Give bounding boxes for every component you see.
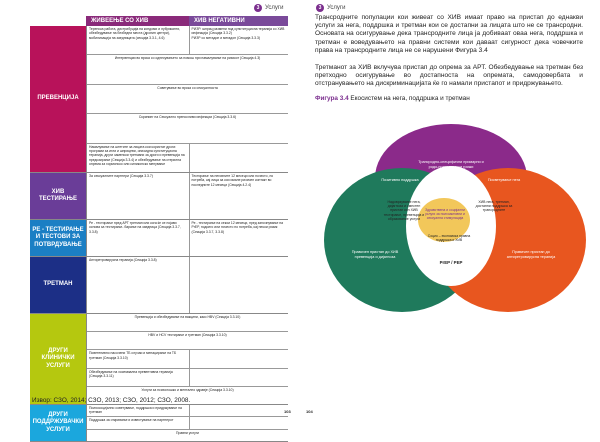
center-label: Здравствена и социјални услуги за психоактивни и сексуална стимулација <box>425 208 465 221</box>
table-row <box>87 430 288 441</box>
left-top-label: Позитивно поддршка <box>381 178 419 182</box>
figure-title: Екосистем на нега, поддршка и третман <box>350 95 470 102</box>
left-page <box>0 0 300 435</box>
table-row <box>87 85 288 114</box>
table-cell: Превенција и обезбедување на вакцини, како HBV (Секција 3.3.10) <box>134 315 241 319</box>
chapter-title: Услуги <box>327 5 346 11</box>
table-cell-right: Ре - тестирање на секои 12 месеци, пред започнување на PrEP, подолго или почесто по потреба, кај некои ризик (Секција 3.3.7, 3.3.8) <box>191 221 284 234</box>
table-row <box>87 417 288 429</box>
bottom-center-label: PrEP / PEP <box>439 260 463 265</box>
table-cell-right <box>190 144 289 172</box>
section-label: РЕ - ТЕСТИРАЊЕ И ТЕСТОВИ ЗА ПОТВРДУВАЊЕ <box>30 220 86 256</box>
section-label: ДРУГИ ПОДДРЖУВАЧКИ УСЛУГИ <box>30 405 86 441</box>
page-number: 104 <box>306 409 313 414</box>
table-row <box>87 55 288 84</box>
right-inner-label: ХИВ нега, третман, достапни поддршка за трансродните <box>475 200 513 213</box>
section-body <box>86 257 288 313</box>
table-row <box>87 332 288 350</box>
section-label: ДРУГИ КЛИНИЧКИ УСЛУГИ <box>30 314 86 404</box>
section-label: ХИВ ТЕСТИРАЊЕ <box>30 173 86 219</box>
table-cell-left: Ре - тестирање пред АРТ третман или кога ќе се појави основа за тестирање- барање на заедница (Секција 3.3.7, 3.3.8) <box>87 220 190 256</box>
paragraph-2: Третманот за ХИВ вклучува пристап до опрема за АРТ. Обезбедување на третман без претходно осигурување во достапноста на опремата, самодовербата и отстранувањето на дискриминацијата ќе го намали пристапот и придржувањето. <box>315 64 583 88</box>
table-cell-right: Тестирање на неговните 12 месеци или почесто, по потреба, кај лица за кои имале ризичен контакт во последните 12 месеци (Секција 4.2.4) <box>191 174 274 187</box>
table-cell-left: Антиретровирусна терапија (Секција 3.3.8) <box>87 257 190 313</box>
table-cell-left: Обезбедување на хосемиална превентивна терапија (Секција 3.3.11) <box>87 369 190 386</box>
table-cell-right <box>190 369 289 386</box>
services-table <box>30 16 288 442</box>
table-row <box>87 220 288 256</box>
table-row <box>87 26 288 55</box>
table-row <box>87 405 288 417</box>
table-cell-left: Намалување на штетите за лицата кои користат дроги: програми за игли и шприцеви, опиоидна супституциона терапија, други заменски третмани за дроги и превенција на предозирање (Секција 3.3.4) и обезбедување на стерилна опрема за хормонско или силиконско менување <box>87 144 190 172</box>
section-label: ПРЕВЕНЦИЈА <box>30 26 86 172</box>
right-page <box>300 0 600 424</box>
paragraph-1: Трансродните популации кои живеат со ХИВ имаат право на пристап до еднакви услуги за нега, поддршка и третман кои се достапни за лицата што не се трансродни. Основата на осигурување дека трансродните лица ја добиваат оваа нега, поддршка и третман е воведувањето на правни системи кои даваат сигурност дека човечките права на трансродните лица не се нарушени Фигура 3.4 <box>315 14 583 54</box>
section-clinical <box>30 314 288 405</box>
section-testing <box>30 173 288 220</box>
table-cell-right <box>190 257 289 313</box>
left-page-header <box>254 4 283 12</box>
purple-top-label: Трансродно-специфични примарни и родо-потврдувачки грижи <box>418 160 484 169</box>
left-inner-label: Надоврзување нега, дијагноза и сместен пристап кон ХИВ тестирање, превенција и образование услуги <box>383 200 425 221</box>
table-cell: Правни услуги <box>176 430 199 435</box>
table-cell: Интервенции во врска со однесувањето за помош при намалување на ризикот (Секција 4.3) <box>114 56 261 61</box>
chapter-number-badge: 3 <box>316 4 324 12</box>
table-cell-right: РИЗР: шприц размени под супституциона терапија со ХИВ инфекција (Секција 3.3.2) РИЗР со метадон и мегадон (Секција 3.3.3) <box>191 27 285 40</box>
ecosystem-venn-diagram <box>300 100 600 400</box>
section-prevention <box>30 26 288 173</box>
column-header-living-with-hiv: ЖИВЕЕЊЕ СО ХИВ <box>86 16 189 26</box>
table-cell-left: Теренска работа, дистрибуција на кондоми и лубриканти, обезбедување на безбедни места (дропин центри), мобилизација на заедницата (секција 3.3.1, 4.6) <box>87 26 190 54</box>
center-lower-label: Социо – економска правна поддршка и ХИВ <box>427 234 471 243</box>
right-bottom-label: Правичен пристап до антиретровирусна терапија <box>506 250 556 259</box>
section-body <box>86 405 288 441</box>
right-top-label: Посветување нега <box>487 178 521 182</box>
section-retesting <box>30 220 288 257</box>
section-body <box>86 220 288 256</box>
chapter-number-badge: 3 <box>254 4 262 12</box>
table-row <box>87 350 288 368</box>
section-body <box>86 314 288 404</box>
left-bottom-label: Правичен пристап до ХИВ превенција и дијагноза <box>351 250 399 259</box>
table-cell-right <box>190 417 289 428</box>
table-cell: HBV и HCV тестирање и третман (Секција 3.3.10) <box>148 333 227 338</box>
table-cell: Советување во врска со сексуалноста <box>157 85 218 90</box>
table-row <box>87 314 288 332</box>
table-cell-right <box>190 350 289 367</box>
table-row <box>87 369 288 387</box>
table-cell-left: За сексуалните партнери (Секција 3.3.7) <box>87 173 190 219</box>
table-cell-right <box>190 405 289 416</box>
section-label: ТРЕТМАН <box>30 257 86 313</box>
table-cell: Услуги за психолошко и ментално здравје (Секција 3.3.10) <box>141 387 234 392</box>
column-header-hiv-negative: ХИВ НЕГАТИВНИ <box>189 16 288 26</box>
table-header <box>30 16 288 26</box>
section-body <box>86 26 288 172</box>
source-note: Извор: СЗО, 2014; СЗО, 2013; СЗО, 2012; СЗО, 2008. <box>32 397 191 404</box>
chapter-title: Услуги <box>265 5 284 11</box>
table-cell-left: Поветенивно насочени ТБ случаи и менаџирање на ТБ третман (Секција 3.3.10) <box>87 350 190 367</box>
table-row <box>87 173 288 219</box>
page-number: 103 <box>284 409 291 414</box>
table-row <box>87 144 288 172</box>
table-cell-left: Психосоцијално советување, поддршка и придржување на третман <box>87 405 190 416</box>
table-row <box>87 257 288 313</box>
table-row <box>87 114 288 143</box>
right-page-header <box>316 4 345 12</box>
figure-label: Фигура 3.4 <box>315 95 349 102</box>
section-body <box>86 173 288 219</box>
section-treatment <box>30 257 288 314</box>
table-cell: Скрининг на Сексуално преносливи инфекции (Секција 3.3.6) <box>138 115 237 120</box>
table-cell-left: Поддршка за откривање и известување на партнерот <box>87 417 190 428</box>
